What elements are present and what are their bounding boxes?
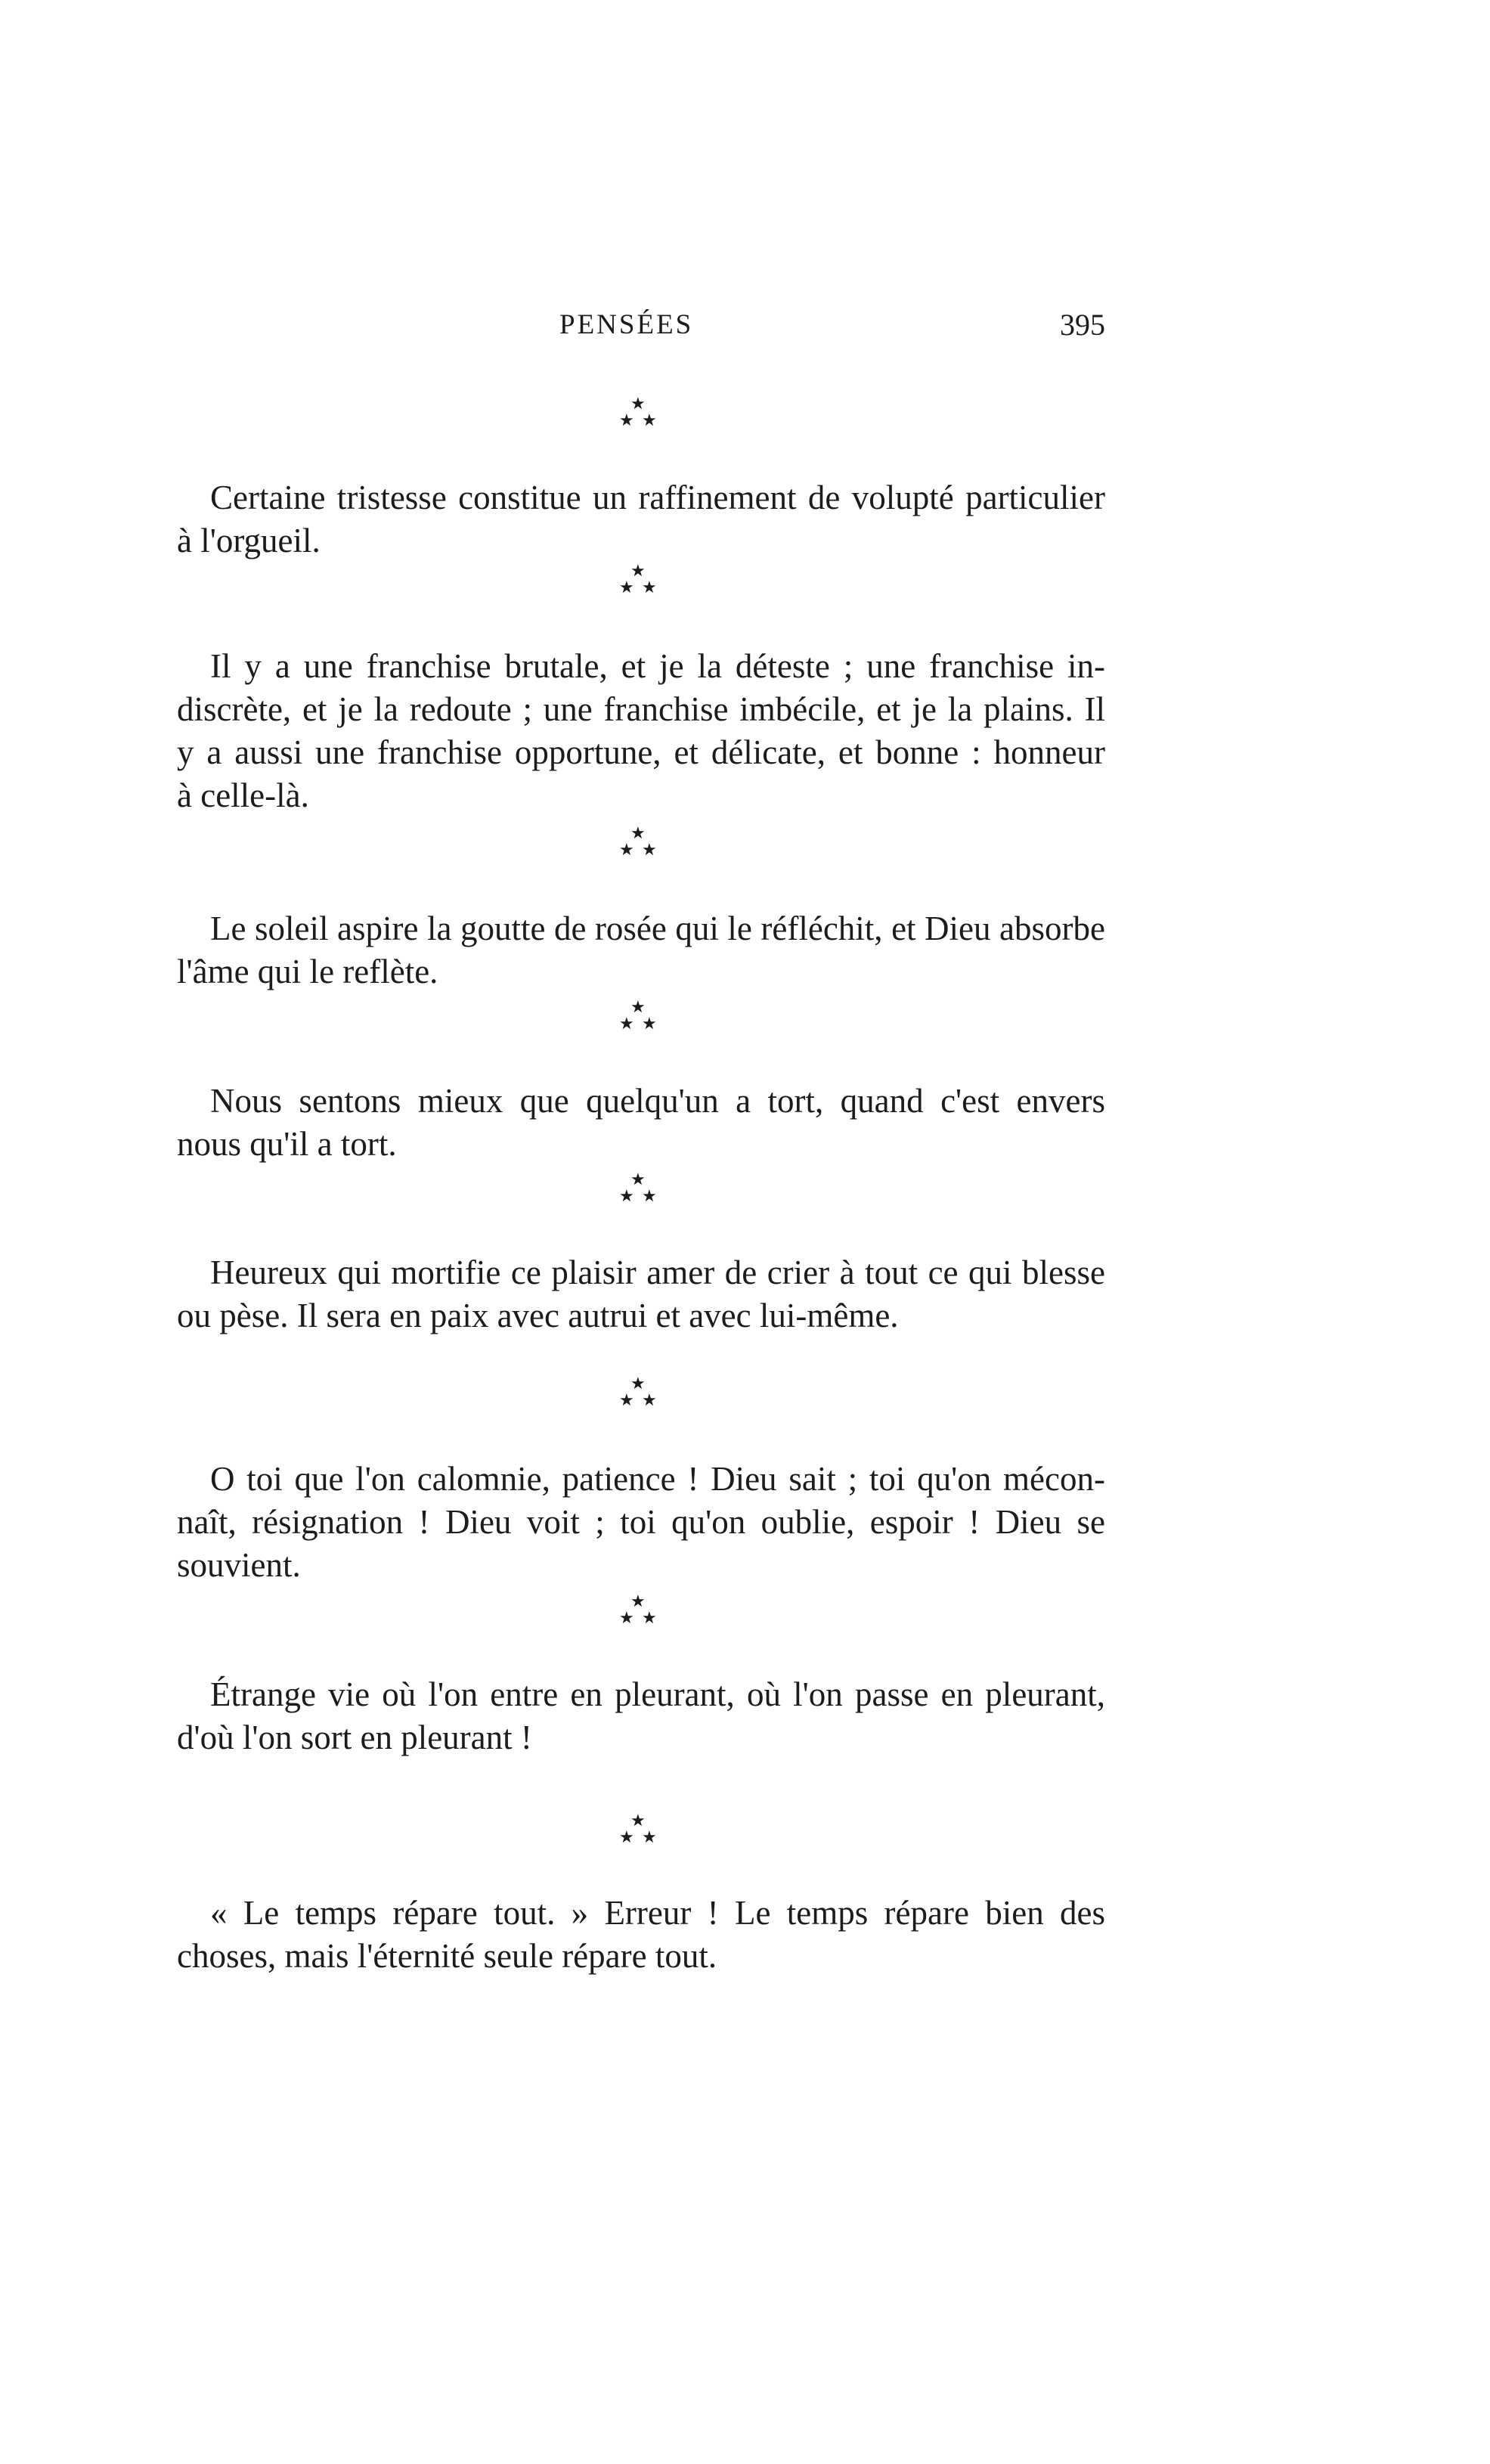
text-line: Le soleil aspire la goutte de rosée qui le réfléchit, et Dieu absorbe: [210, 910, 1105, 947]
asterism-star-icon: ★: [642, 578, 657, 597]
asterism-star-icon: ★: [630, 1170, 646, 1189]
thought-paragraph: [177, 1458, 1105, 1587]
asterism-separator: [615, 563, 661, 601]
text-line: choses, mais l'éternité seule répare tout.: [177, 1937, 717, 1975]
text-line: « Le temps répare tout. » Erreur ! Le temps répare bien des: [210, 1894, 1105, 1932]
asterism-star-icon: ★: [619, 411, 634, 430]
text-line: Nous sentons mieux que quelqu'un a tort, quand c'est envers: [210, 1082, 1105, 1120]
asterism-star-icon: ★: [642, 1609, 657, 1628]
asterism-star-icon: ★: [630, 1812, 646, 1830]
thought-paragraph: [177, 1892, 1105, 1978]
thought-paragraph: [177, 476, 1105, 563]
asterism-star-icon: ★: [619, 1609, 634, 1628]
thought-paragraph: [177, 1251, 1105, 1337]
asterism-star-icon: ★: [619, 1828, 634, 1847]
asterism-separator: [615, 1376, 661, 1414]
page-number: 395: [1060, 308, 1105, 342]
text-line: d'où l'on sort en pleurant !: [177, 1719, 532, 1756]
asterism-star-icon: ★: [619, 1391, 634, 1410]
text-line: Étrange vie où l'on entre en pleurant, où l'on passe en pleurant,: [210, 1675, 1105, 1713]
text-line: O toi que l'on calomnie, patience ! Dieu sait ; toi qu'on mécon-: [210, 1460, 1105, 1498]
asterism-star-icon: ★: [642, 841, 657, 860]
asterism-star-icon: ★: [642, 411, 657, 430]
asterism-star-icon: ★: [630, 824, 646, 843]
asterism-separator: [615, 1172, 661, 1210]
asterism-separator: [615, 826, 661, 863]
running-title: PENSÉES: [559, 309, 694, 340]
asterism-separator: [615, 1594, 661, 1632]
text-line: discrète, et je la redoute ; une franchise imbécile, et je la plains. Il: [177, 690, 1105, 728]
text-line: nous qu'il a tort.: [177, 1125, 397, 1163]
text-line: Heureux qui mortifie ce plaisir amer de crier à tout ce qui blesse: [210, 1254, 1105, 1291]
asterism-star-icon: ★: [619, 1015, 634, 1034]
running-head: [0, 301, 1490, 354]
asterism-star-icon: ★: [630, 1592, 646, 1611]
asterism-separator: [615, 1000, 661, 1037]
asterism-separator: [615, 1813, 661, 1851]
text-line: ou pèse. Il sera en paix avec autrui et avec lui-même.: [177, 1297, 899, 1334]
asterism-star-icon: ★: [630, 1375, 646, 1393]
asterism-star-icon: ★: [642, 1187, 657, 1206]
text-line: y a aussi une franchise opportune, et délicate, et bonne : honneur: [177, 733, 1105, 771]
text-line: Il y a une franchise brutale, et je la déteste ; une franchise in-: [210, 647, 1105, 685]
asterism-star-icon: ★: [619, 1187, 634, 1206]
asterism-star-icon: ★: [642, 1391, 657, 1410]
thought-paragraph: [177, 907, 1105, 993]
asterism-star-icon: ★: [619, 578, 634, 597]
text-line: l'âme qui le reflète.: [177, 953, 438, 990]
asterism-star-icon: ★: [630, 998, 646, 1017]
asterism-star-icon: ★: [619, 841, 634, 860]
text-line: à celle-là.: [177, 776, 309, 814]
text-line: Certaine tristesse constitue un raffinement de volupté particulier: [210, 479, 1105, 516]
thought-paragraph: [177, 645, 1105, 817]
asterism-star-icon: ★: [630, 562, 646, 581]
text-line: naît, résignation ! Dieu voit ; toi qu'on oublie, espoir ! Dieu se: [177, 1503, 1105, 1541]
asterism-star-icon: ★: [642, 1015, 657, 1034]
asterism-star-icon: ★: [630, 395, 646, 414]
asterism-separator: [615, 396, 661, 434]
thought-paragraph: [177, 1080, 1105, 1166]
text-line: à l'orgueil.: [177, 522, 321, 559]
asterism-star-icon: ★: [642, 1828, 657, 1847]
text-line: souvient.: [177, 1546, 301, 1584]
thought-paragraph: [177, 1673, 1105, 1759]
